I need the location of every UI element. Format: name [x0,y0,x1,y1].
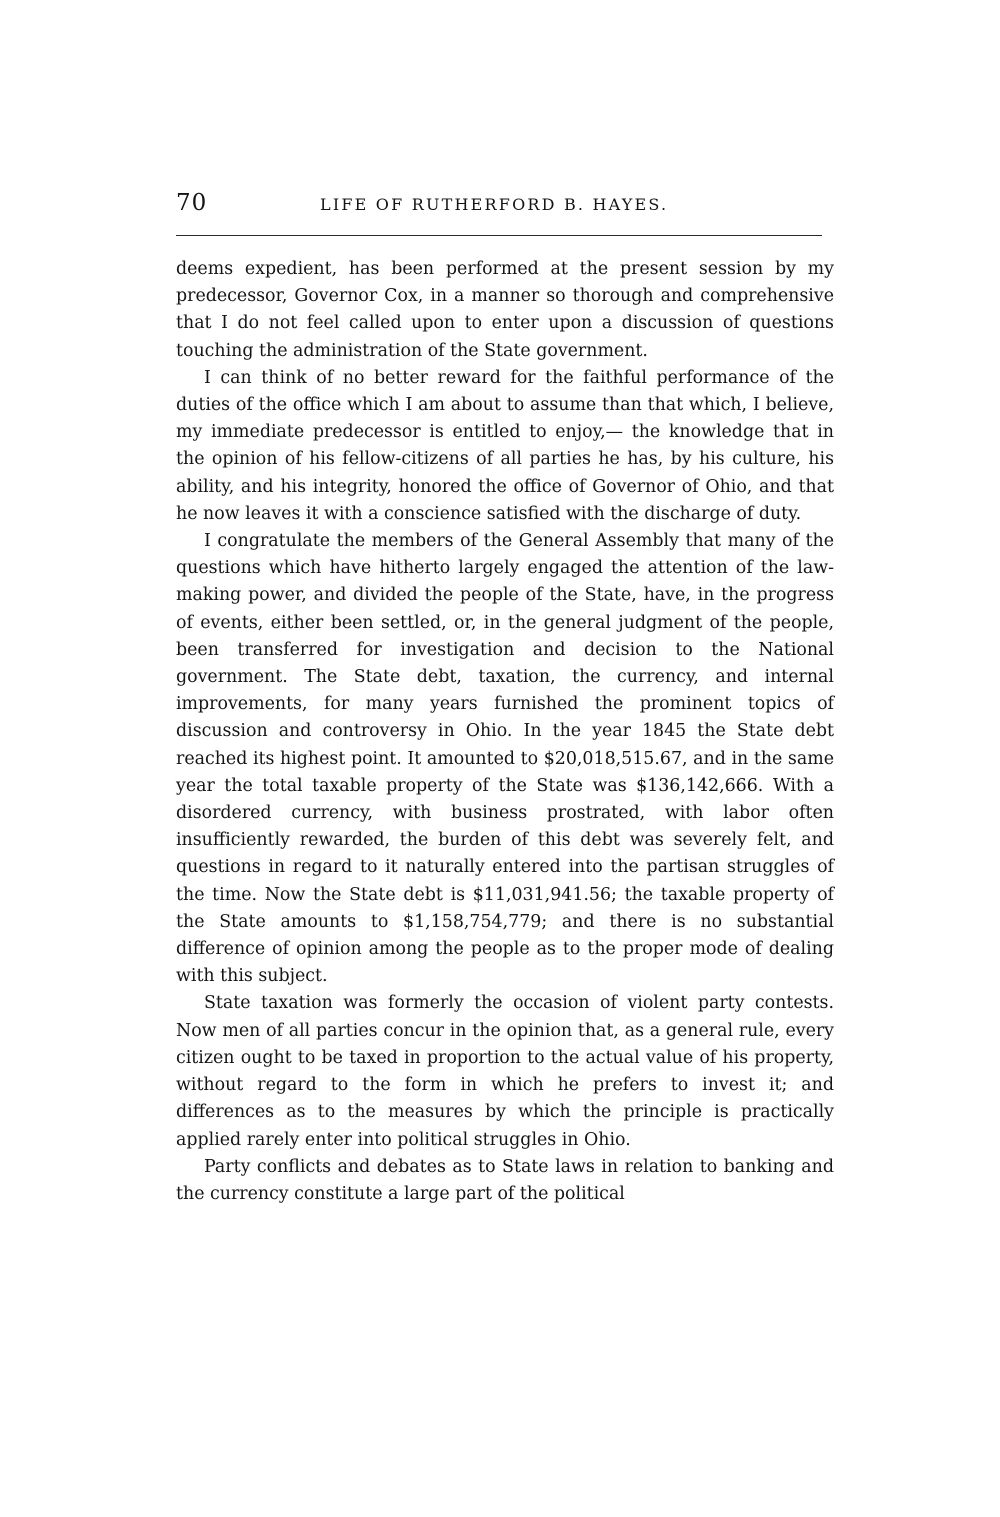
paragraph: Party conflicts and debates as to State laws in relation to banking and the currency constitute a large part of the political [176,1156,834,1204]
paragraph-continued: deems expedient, has been performed at the present session by my predecessor, Governor Cox, in a manner so thorough and comprehensive that I do not feel called upon to enter upon a discussion of questions touching the administration of the State government. [176,259,834,361]
running-head: LIFE OF RUTHERFORD B. HAYES. [320,195,669,214]
header-rule [176,235,822,236]
paragraph: I congratulate the members of the General Assembly that many of the questions which have hitherto largely engaged the attention of the law-making power, and divided the people of the State, have, in the progress of events, either been settled, or, in the general judgment of the people, been transferred for investigation and decision to the National government. The State debt, taxation, the currency, and internal improvements, for many years furnished the prominent topics of discussion and controversy in Ohio. In the year 1845 the State debt reached its highest point. It amounted to $20,018,515.67, and in the same year the total taxable property of the State was $136,142,666. With a disordered currency, with business prostrated, with labor often insufficiently rewarded, the burden of this debt was severely felt, and questions in regard to it naturally entered into the partisan struggles of the time. Now the State debt is $11,031,941.56; the taxable property of the State amounts to $1,158,754,779; and there is no substantial difference of opinion among the people as to the proper mode of dealing with this subject. [176,531,834,987]
paragraph: State taxation was formerly the occasion of violent party contests. Now men of all parties concur in the opinion that, as a general rule, every citizen ought to be taxed in proportion to the actual value of his property, without regard to the form in which he prefers to invest it; and differences as to the measures by which the principle is practically applied rarely enter into political struggles in Ohio. [176,993,834,1150]
page-number: 70 [176,190,208,216]
page-header [176,190,824,224]
body-text [176,256,834,1208]
paragraph: I can think of no better reward for the faithful performance of the duties of the office which I am about to assume than that which, I believe, my immediate predecessor is entitled to enjoy,— the knowledge that in the opinion of his fellow-citizens of all parties he has, by his culture, his ability, and his integrity, honored the office of Governor of Ohio, and that he now leaves it with a conscience satisfied with the discharge of duty. [176,367,834,524]
